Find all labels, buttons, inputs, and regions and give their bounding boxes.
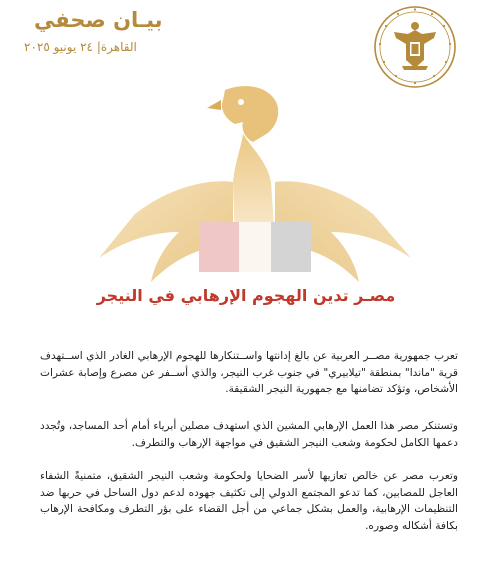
body-paragraph: تعرب جمهورية مصــر العربية عن بالغ إدانتها واســتنكارها للهجوم الإرهابي الغادر الذي اســتهدف قرية "ماندا" بمنطقة "تيلابيري" في جنوب غرب النيجر، والذي أســفر عن مصرع وإصابة عشرات الأشخاص، وتؤكد تضامنها مع جمهورية النيجر الشقيقة.: [40, 350, 458, 395]
body-paragraph: وتعرب مصر عن خالص تعازيها لأسر الضحايا ولحكومة وشعب النيجر الشقيق، متمنيةً الشفاء العاجل للمصابين، كما تدعو المجتمع الدولي إلى تكثيف جهوده لدعم دول الساحل في حربها ضد التنظيمات الإرهابية، والعمل بشكل جماعي من أجل القضاء على بؤر التطرف ومكافحة الإرهاب بكافة أشكاله وصوره.: [40, 470, 458, 532]
egypt-eagle-seal-icon: [372, 4, 458, 90]
eagle-watermark-icon: [95, 82, 415, 292]
document-dateline: القاهرة| ٢٤ يونيو ٢٠٢٥: [24, 40, 137, 54]
headline: مصـر تدين الهجوم الإرهابي في النيجر: [96, 286, 396, 305]
body-paragraph: وتستنكر مصر هذا العمل الإرهابي المشين الذي استهدف مصلين أبرياء أمام أحد المساجد، وتُجدد دعمها الكامل لحكومة وشعب النيجر الشقيق في مواجهة الإرهاب والتطرف.: [40, 420, 458, 449]
document-title: بيـان صحفي: [34, 8, 163, 32]
